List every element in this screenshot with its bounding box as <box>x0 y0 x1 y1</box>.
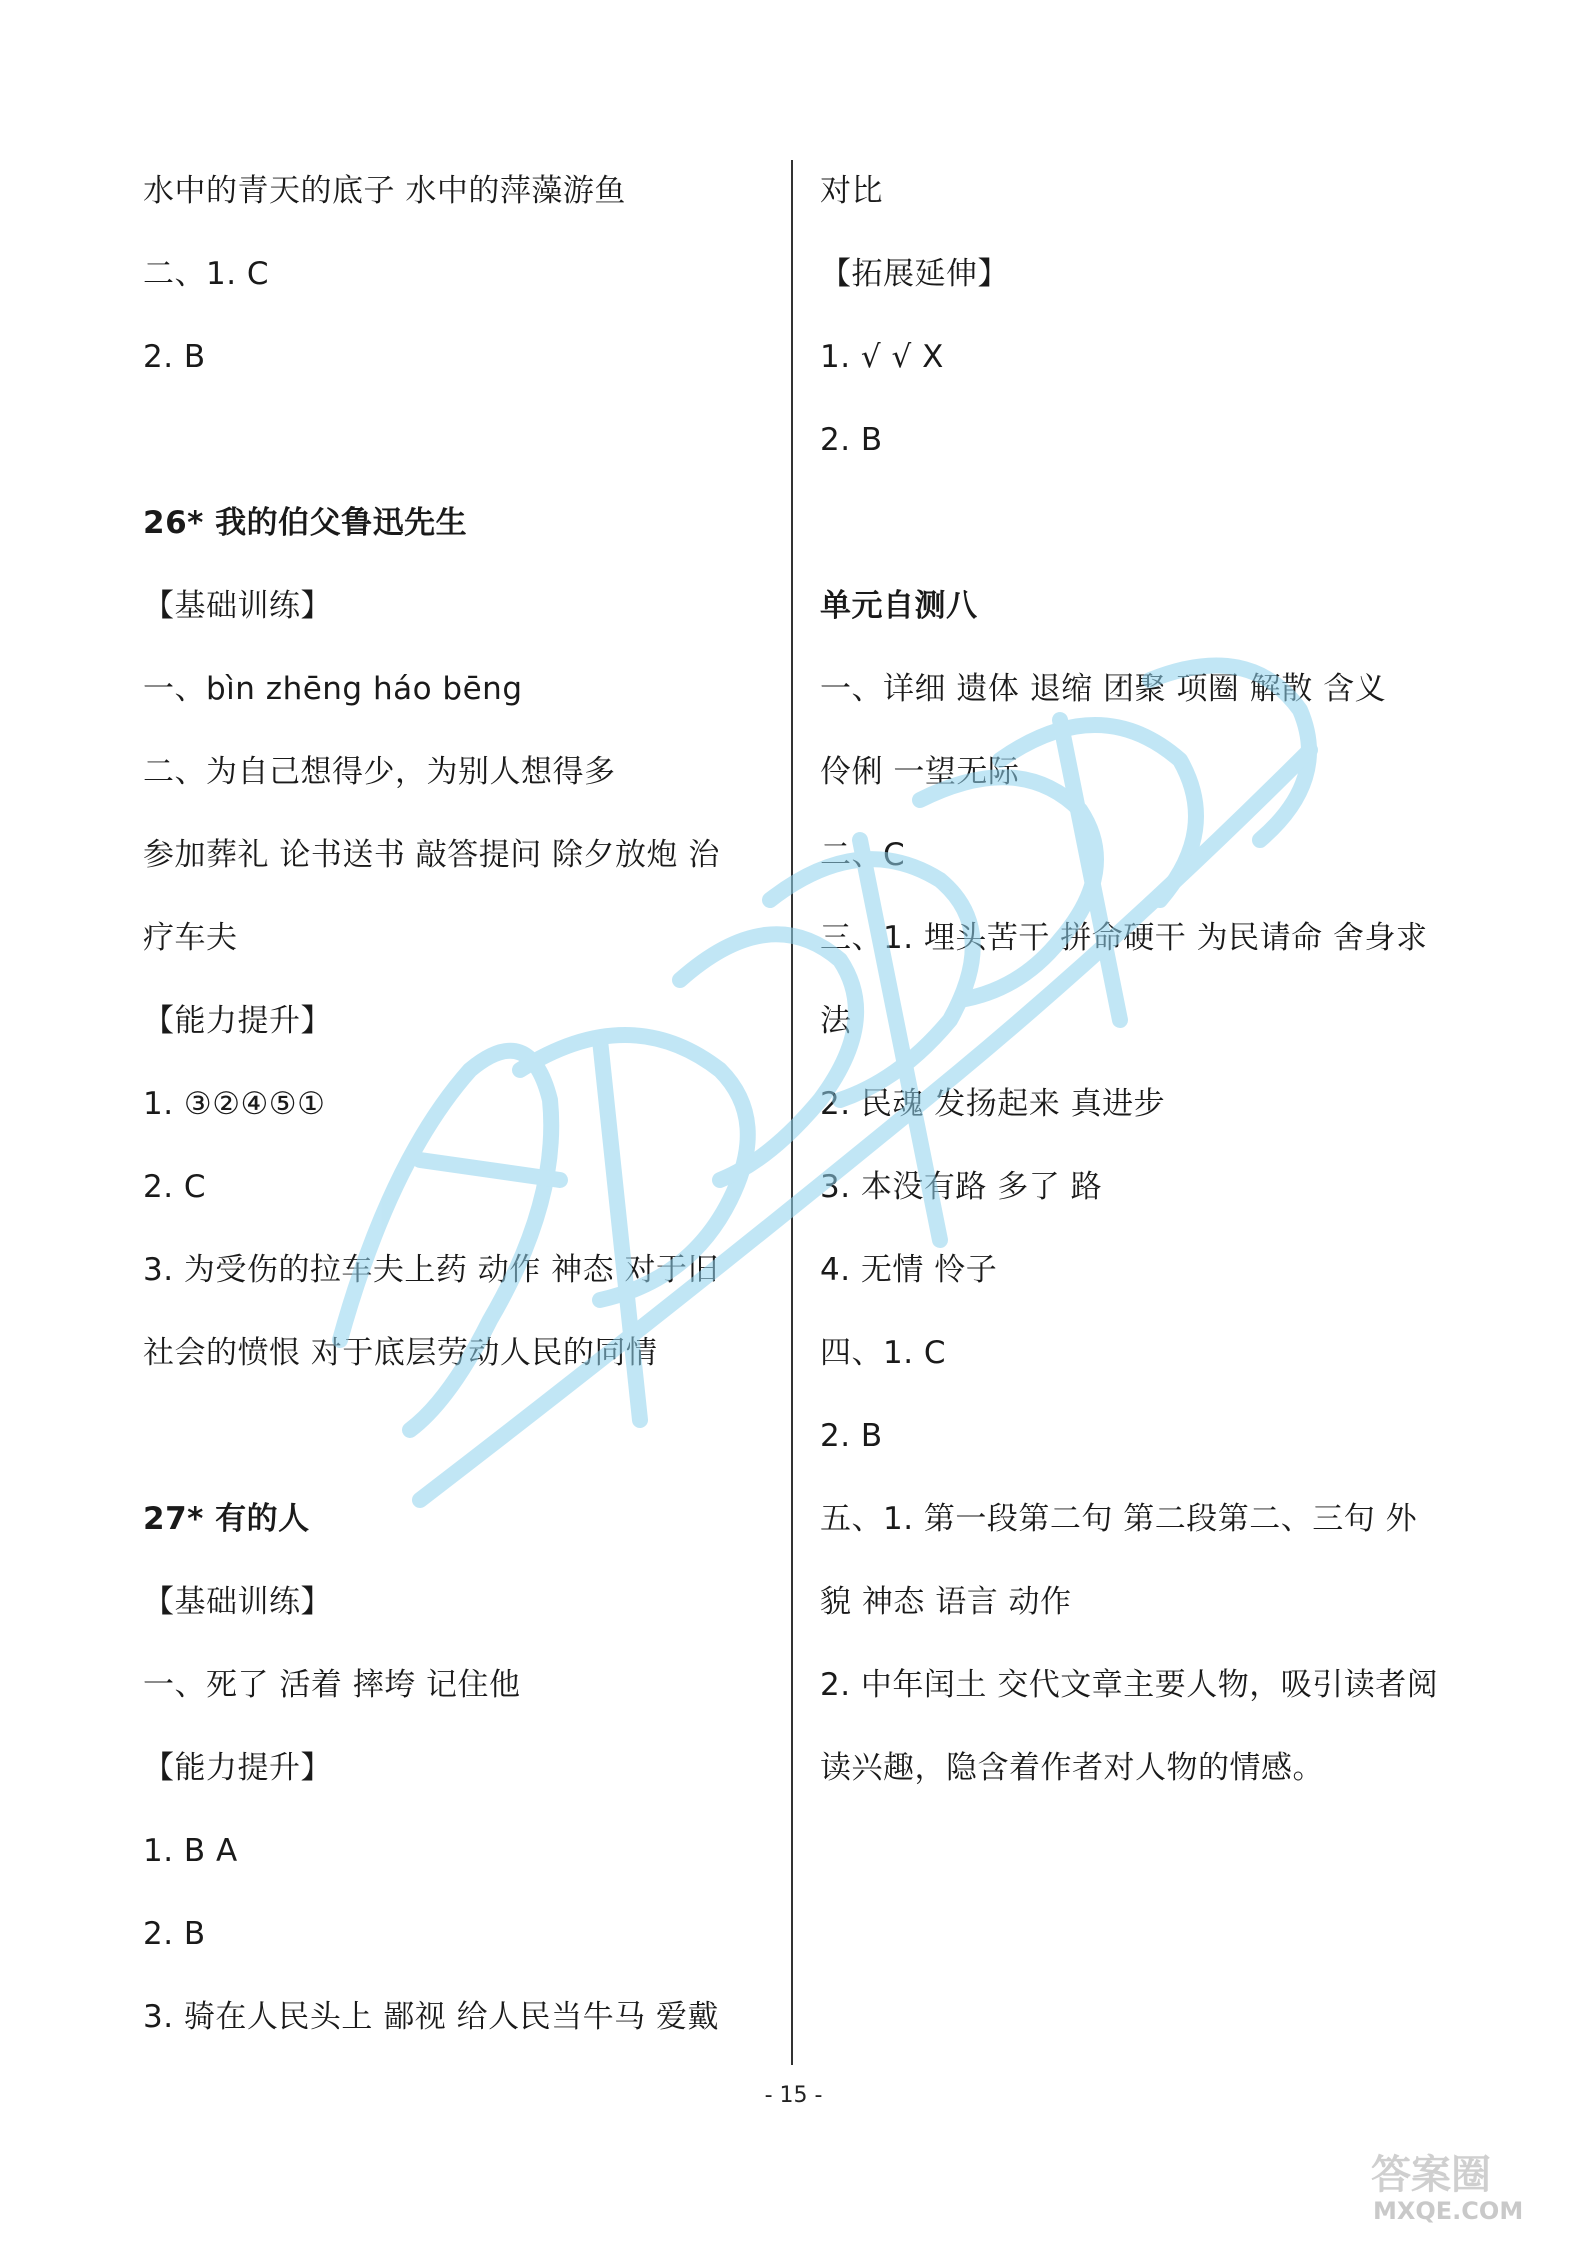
answer-line: 二、1. C <box>143 256 270 292</box>
answer-line: 2. 民魂 发扬起来 真进步 <box>820 1086 1166 1122</box>
answer-line: 法 <box>820 1003 852 1039</box>
answer-line: 水中的青天的底子 水中的萍藻游鱼 <box>143 173 626 209</box>
answer-line: 2. B <box>143 339 206 375</box>
answer-line: 1. ③②④⑤① <box>143 1086 326 1122</box>
section-heading: 【拓展延伸】 <box>820 256 1009 292</box>
answer-line: 读兴趣，隐含着作者对人物的情感。 <box>820 1750 1324 1786</box>
answer-line: 2. B <box>820 1418 883 1454</box>
answer-line: 疗车夫 <box>143 920 238 956</box>
answer-line: 五、1. 第一段第二句 第二段第二、三句 外 <box>820 1501 1418 1537</box>
answer-line: 伶俐 一望无际 <box>820 754 1020 790</box>
section-heading: 【能力提升】 <box>143 1003 332 1039</box>
logo-text: 答案圈 <box>1371 2152 1491 2198</box>
answer-line: 三、1. 埋头苦干 拼命硬干 为民请命 舍身求 <box>820 920 1428 956</box>
answer-line: 4. 无情 怜子 <box>820 1252 998 1288</box>
answer-line: 2. B <box>143 1916 206 1952</box>
answer-line: 3. 本没有路 多了 路 <box>820 1169 1103 1205</box>
answer-line: 2. C <box>143 1169 207 1205</box>
spacer <box>143 1395 783 1478</box>
answer-line: 参加葬礼 论书送书 敲答提问 除夕放炮 治 <box>143 837 720 873</box>
answer-line: 一、死了 活着 摔垮 记住他 <box>143 1667 521 1703</box>
answer-line: 对比 <box>820 173 883 209</box>
spacer <box>820 482 1460 565</box>
answer-line: 社会的愤恨 对于底层劳动人民的同情 <box>143 1335 658 1371</box>
section-heading: 【基础训练】 <box>143 588 332 624</box>
section-heading: 【能力提升】 <box>143 1750 332 1786</box>
lesson-title: 27* 有的人 <box>143 1501 310 1537</box>
page-number: - 15 - <box>764 2083 823 2108</box>
answer-line: 1. B A <box>143 1833 238 1869</box>
column-divider <box>791 160 793 2065</box>
answer-line: 貌 神态 语言 动作 <box>820 1584 1072 1620</box>
unit-test-title: 单元自测八 <box>820 588 978 624</box>
answer-line: 四、1. C <box>820 1335 947 1371</box>
answer-line: 2. 中年闰土 交代文章主要人物，吸引读者阅 <box>820 1667 1439 1703</box>
answer-line: 一、详细 遗体 退缩 团聚 项圈 解散 含义 <box>820 671 1387 707</box>
lesson-title: 26* 我的伯父鲁迅先生 <box>143 505 468 541</box>
answer-line: 3. 骑在人民头上 鄙视 给人民当牛马 爱戴 <box>143 1999 719 2035</box>
spacer <box>143 399 783 482</box>
answer-line: 一、bìn zhēng háo bēng <box>143 671 523 707</box>
answer-line: 3. 为受伤的拉车夫上药 动作 神态 对于旧 <box>143 1252 719 1288</box>
answer-line: 二、为自己想得少，为别人想得多 <box>143 754 616 790</box>
logo-url: MXQE.COM <box>1373 2197 1524 2225</box>
answer-line: 2. B <box>820 422 883 458</box>
answer-line: 二、C <box>820 837 906 873</box>
left-column <box>143 150 783 2059</box>
answer-line: 1. √ √ X <box>820 339 944 375</box>
section-heading: 【基础训练】 <box>143 1584 332 1620</box>
site-logo <box>1363 2141 1563 2231</box>
right-column <box>820 150 1460 1810</box>
